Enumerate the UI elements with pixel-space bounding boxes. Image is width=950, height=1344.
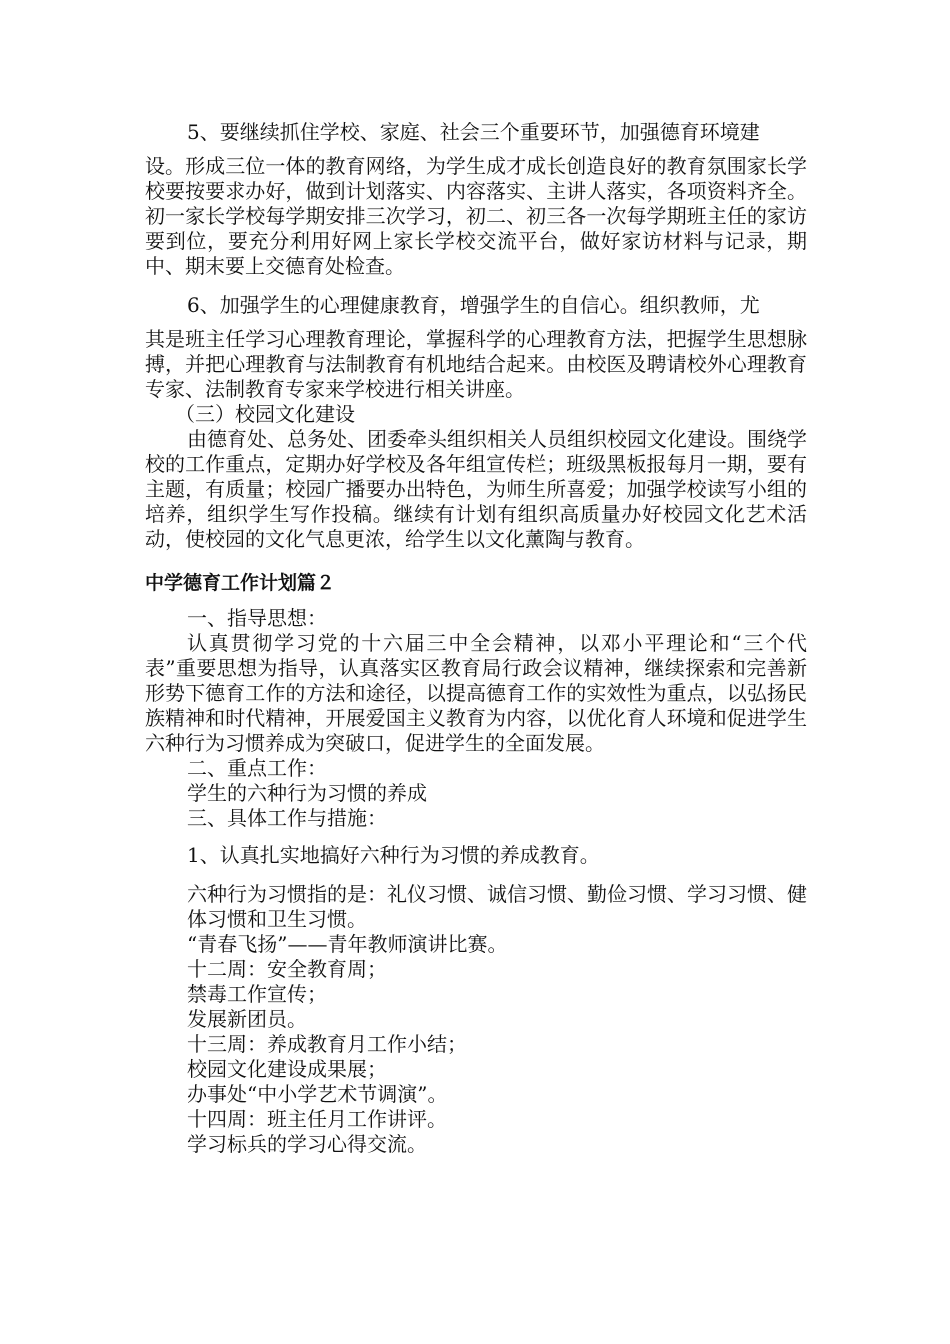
schedule-item: 办事处“中小学艺术节调演”。 [187,1082,448,1106]
habits-paragraph: 六种行为习惯指的是：礼仪习惯、诚信习惯、勤俭习惯、学习习惯、健体习惯和卫生习惯。 [187,882,807,931]
measures-title: 三、具体工作与措施： [187,806,387,830]
guide-title: 一、指导思想： [187,606,327,630]
paragraph-5-body: 设。形成三位一体的教育网络，为学生成才成长创造良好的教育氛围家长学校要按要求办好，做到计划落实、内容落实、主讲人落实，各项资料齐全。初一家长学校每学期安排三次学习，初二、初三各一次每学期班主任的家访要到位，要充分利用好网上家长学校交流平台，做好家访材料与记录，期中、期末要上交德育处检查。 [145,154,807,278]
section-3-body: 由德育处、总务处、团委牵头组织相关人员组织校园文化建设。围绕学校的工作重点，定期办好学校及各年组宣传栏；班级黑板报每月一期，要有主题，有质量；校园广播要办出特色，为师生所喜爱；加强学校读写小组的培养，组织学生写作投稿。继续有计划有组织高质量办好校园文化艺术活动，使校园的文化气息更浓，给学生以文化薰陶与教育。 [145,427,807,551]
schedule-item: 禁毒工作宣传； [187,982,327,1006]
paragraph-5-first-line: 5、要继续抓住学校、家庭、社会三个重要环节，加强德育环境建 [187,120,760,144]
paragraph-6-first-line: 6、加强学生的心理健康教育，增强学生的自信心。组织教师，尤 [187,293,760,317]
article-heading: 中学德育工作计划篇２ [145,572,336,594]
document-body [145,120,807,1157]
schedule-item: “青春飞扬”——青年教师演讲比赛。 [187,932,508,956]
key-work-body: 学生的六种行为习惯的养成 [187,781,427,805]
schedule-item: 校园文化建设成果展； [187,1057,387,1081]
schedule-item: 发展新团员。 [187,1007,307,1031]
schedule-item: 学习标兵的学习心得交流。 [187,1132,427,1156]
schedule-item: 十四周：班主任月工作讲评。 [187,1107,447,1131]
schedule-item: 十二周：安全教育周； [187,957,387,981]
measure-1: 1、认真扎实地搞好六种行为习惯的养成教育。 [187,843,600,867]
section-3-title: （三）校园文化建设 [175,402,355,426]
guide-body: 认真贯彻学习党的十六届三中全会精神，以邓小平理论和“三个代表”重要思想为指导，认真落实区教育局行政会议精神，继续探索和完善新形势下德育工作的方法和途径，以提高德育工作的实效性为重点，以弘扬民族精神和时代精神，开展爱国主义教育为内容，以优化育人环境和促进学生六种行为习惯养成为突破口，促进学生的全面发展。 [145,631,807,755]
key-work-title: 二、重点工作： [187,756,327,780]
schedule-item: 十三周：养成教育月工作小结； [187,1032,467,1056]
paragraph-6-body: 其是班主任学习心理教育理论，掌握科学的心理教育方法，把握学生思想脉搏，并把心理教育与法制教育有机地结合起来。由校医及聘请校外心理教育专家、法制教育专家来学校进行相关讲座。 [145,327,807,401]
